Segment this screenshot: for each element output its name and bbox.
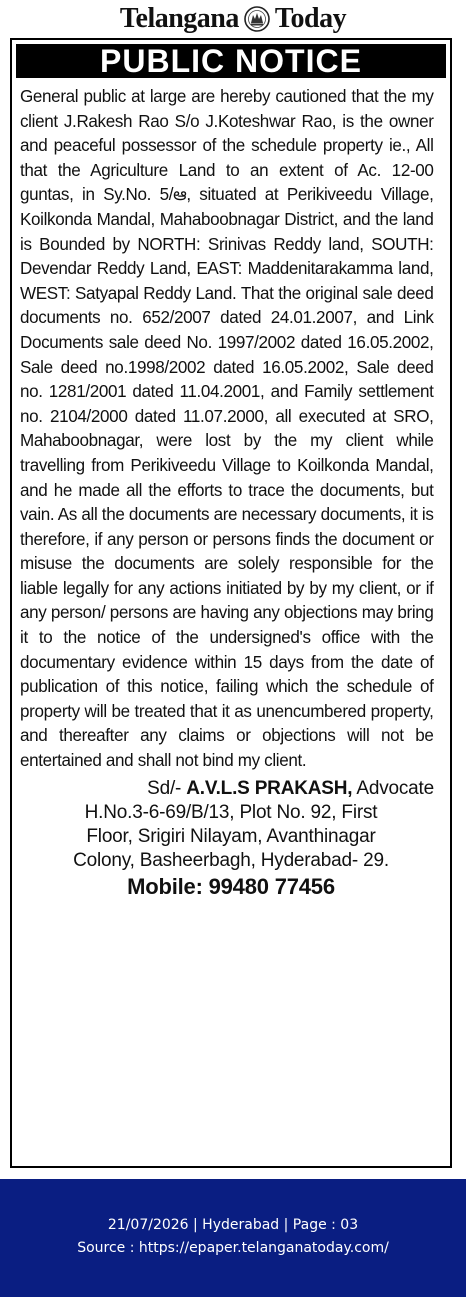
notice-title: PUBLIC NOTICE [16, 44, 446, 78]
footer-source-link[interactable]: Source : https://epaper.telanganatoday.com/ [77, 1240, 389, 1256]
notice-body: General public at large are hereby cautioned that the my client J.Rakesh Rao S/o J.Koteshwar Rao, is the owner and peaceful possessor of the schedule property ie., All that the Agriculture Land to an extent of Ac. 12-00 guntas, in Sy.No. 5/ఆ, situated at Perikiveedu Village, Koilkonda Mandal, Mahaboobnagar District, and the land is Bounded by NORTH: Srinivas Reddy land, SOUTH: Devendar Reddy Land, EAST: Maddenitarakamma land, WEST: Satyapal Reddy Land. That the original sale deed documents no. 652/2007 dated 24.01.2007, and Link Documents sale deed No. 1997/2002 dated 16.05.2002, Sale deed no.1998/2002 dated 16.05.2002, Sale deed no. 1281/2001 dated 11.04.2001, and Family settlement no. 2104/2000 dated 11.07.2000, all executed at SRO, Mahaboobnagar, were lost by the my client while travelling from Perikiveedu Village to Koilkonda Mandal, and he made all the efforts to trace the documents, but vain. As all the documents are necessary documents, it is therefore, if any person or persons finds the document or misuse the documents are solely responsible for the liable legally for any actions initiated by by my client, or if any person/ persons are having any objections may bring it to the notice of the undersigned's office with the documentary evidence within 15 days from the date of publication of this notice, failing which the schedule of property will be treated that it as unencumbered property, and thereafter any claims or objections will not be entertained and shall not bind my client. [20, 86, 434, 771]
address-line-3: Colony, Basheerbagh, Hyderabad- 29. [73, 849, 389, 871]
public-notice-box [10, 38, 452, 1168]
signature-line [20, 777, 442, 801]
advocate-name: A.V.L.S PRAKASH, [186, 777, 353, 799]
address-line-1: H.No.3-6-69/B/13, Plot No. 92, First [84, 801, 378, 823]
masthead [0, 0, 466, 38]
signature-block [20, 777, 442, 901]
mobile-number: Mobile: 99480 77456 [127, 873, 335, 899]
advocate-designation: Advocate [356, 777, 434, 799]
address-line-2: Floor, Srigiri Nilayam, Avanthinagar [86, 825, 376, 847]
masthead-title-left: Telangana [119, 3, 239, 34]
signature-prefix: Sd/- [147, 777, 182, 799]
source-footer [0, 1179, 466, 1297]
masthead-title-right: Today [274, 3, 347, 34]
footer-date-page: 21/07/2026 | Hyderabad | Page : 03 [107, 1217, 359, 1233]
telangana-emblem-icon [243, 5, 271, 33]
